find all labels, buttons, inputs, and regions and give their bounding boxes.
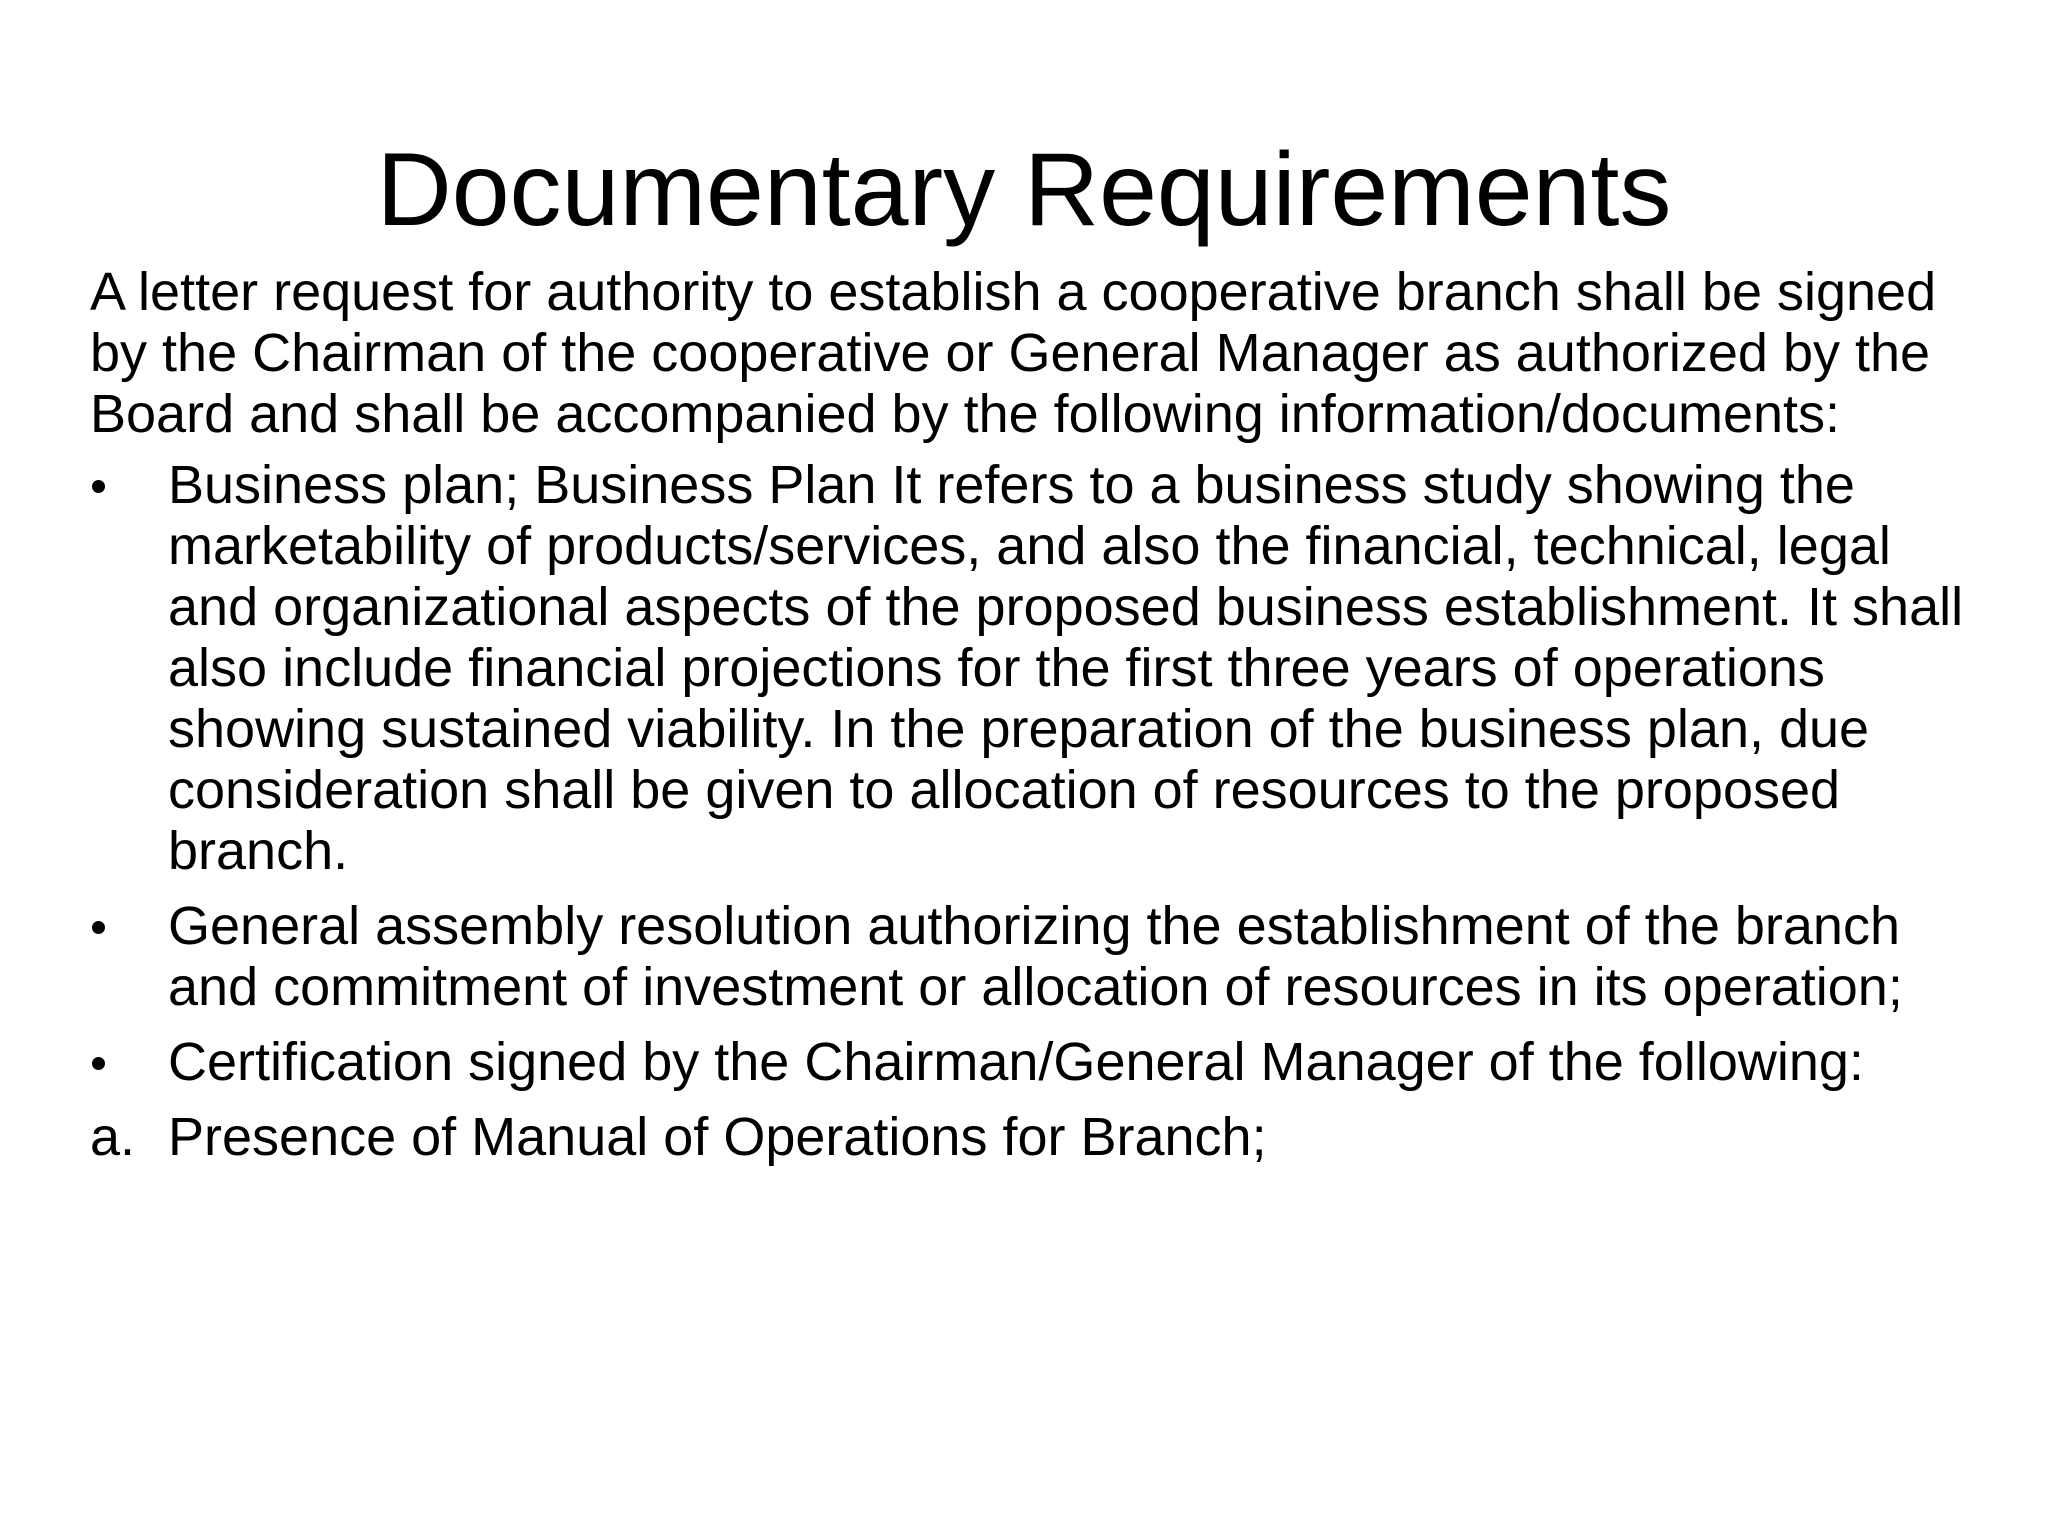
bullet-icon — [90, 896, 168, 957]
list-marker-a: a. — [90, 1107, 136, 1167]
list-item-text: General assembly resolution authorizing the establishment of the branch and commitment of investment or allocation of resources in its operation; — [168, 896, 1903, 1017]
list-item-general-assembly-resolution — [90, 896, 1980, 1018]
list-item-text: Presence of Manual of Operations for Branch; — [168, 1107, 1267, 1167]
list-item-business-plan — [90, 455, 1980, 882]
slide-title: Documentary Requirements — [376, 132, 1672, 248]
list-item-manual-of-operations — [90, 1107, 1980, 1168]
bullet-icon — [90, 455, 168, 516]
list-item-certification — [90, 1032, 1980, 1093]
intro-paragraph: A letter request for authority to establish a cooperative branch shall be signed by the Chairman of the cooperative or General Manager as authorized by the Board and shall be accompanied by the following information/documents: — [90, 262, 1937, 444]
slide-body — [90, 262, 1980, 1182]
bullet-icon — [90, 1032, 168, 1093]
list-item-text: Business plan; Business Plan It refers to a business study showing the marketability of products/services, and also the financial, technical, legal and organizational aspects of the proposed business establishment. It shall also include financial projections for the first three years of operations showing sustained viability. In the preparation of the business plan, due consideration shall be given to allocation of resources to the proposed branch. — [168, 455, 1964, 881]
list-item-text: Certification signed by the Chairman/General Manager of the following: — [168, 1032, 1864, 1092]
